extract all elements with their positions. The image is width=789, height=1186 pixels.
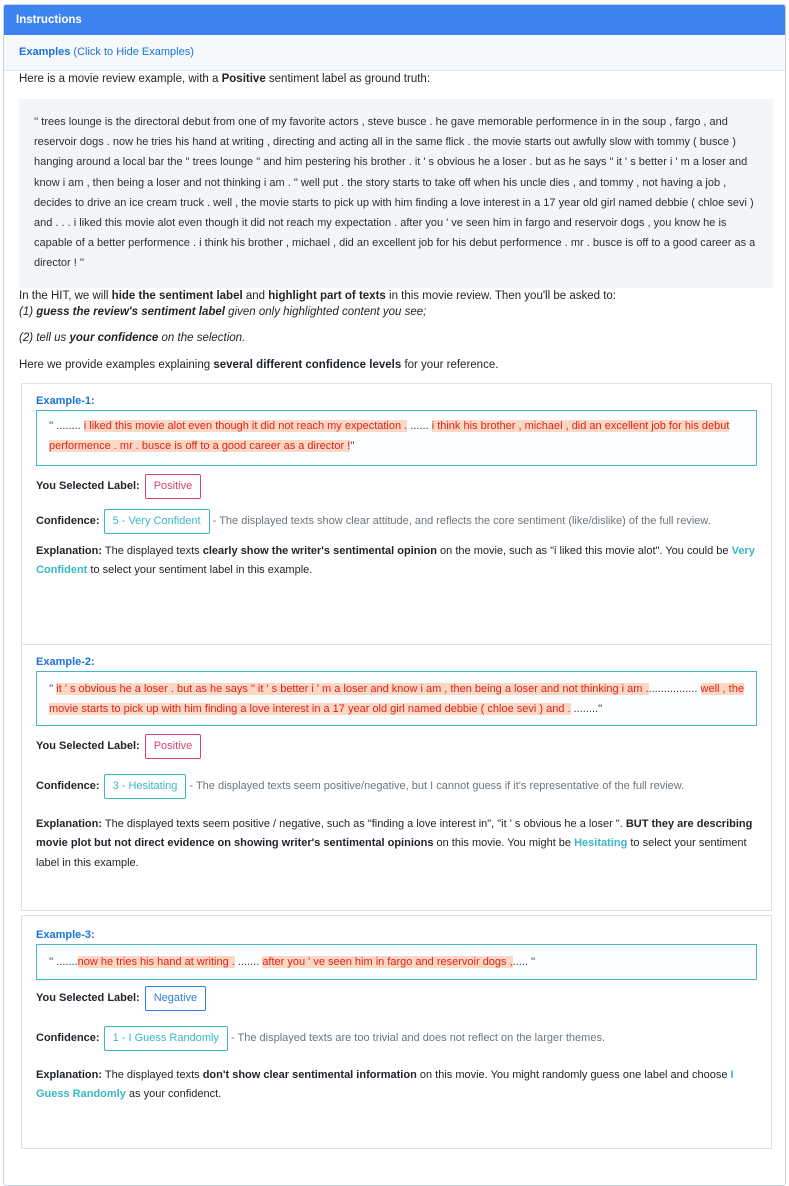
example-title: Example-3: (36, 928, 95, 941)
panel-header: Instructions (4, 5, 785, 35)
intro-text: Here is a movie review example, with a Positive sentiment label as ground truth: (19, 73, 431, 85)
selected-label-caption: You Selected Label: (36, 740, 140, 753)
highlighted-quote-box: '' .......now he tries his hand at writing . ....... after you ' ve seen him in fargo and reservoir dogs ,..... '' (36, 944, 757, 980)
highlighted-text: i liked this movie alot even though it did not reach my expectation . (83, 419, 408, 432)
examples-label: Examples (19, 46, 71, 58)
confidence-row (36, 508, 757, 535)
highlighted-text: i think his brother , michael , did an excellent job for his debut performence . mr . busce is off to a good career as a director ! (49, 419, 730, 452)
selected-label-caption: You Selected Label: (36, 992, 140, 1005)
example-card-3 (21, 915, 772, 1149)
step-2-text: (2) tell us your confidence on the selection. (19, 331, 246, 344)
review-text-box: '' trees lounge is the directoral debut from one of my favorite actors , steve busce . he gave memorable performence in in the soup , fargo , and reservoir dogs . now he tries his hand at writing , directing and acting all in the same flick . the movie starts out awfully slow with tommy ( busce ) hanging around a local bar the " trees lounge " and him pestering his brother . it ' s obvious he a loser . but as he says " it ' s better i ' m a loser and know i am , then being a loser and not thinking i am . " well put . the story starts to take off when his uncle dies , and tommy , not having a job , decides to drive an ice cream truck . well , the movie starts to pick up with him finding a love interest in a 17 year old girl named debbie ( chloe sevi ) and . . . i liked this movie alot even though it did not reach my expectation . after you ' ve seen him in fargo and reservoir dogs , you know he is capable of a better performence . i think his brother , michael , did an excellent job for his debut performence . mr . busce is off to a good career as a director ! '' (19, 99, 773, 288)
selected-label-caption: You Selected Label: (36, 480, 140, 493)
highlighted-text: now he tries his hand at writing . (77, 955, 235, 968)
example-card-1 (21, 383, 772, 645)
hit-description: In the HIT, we will hide the sentiment label and highlight part of texts in this movie review. Then you'll be asked to: (19, 289, 616, 302)
positive-label-badge: Positive (145, 474, 202, 499)
example-card-2 (21, 645, 772, 911)
example-title: Example-1: (36, 394, 95, 407)
highlighted-text: it ' s obvious he a loser . but as he says " it ' s better i ' m a loser and know i am , then being a loser and not thinking i am . (56, 682, 649, 695)
confidence-row (36, 1025, 757, 1052)
confidence-description: - The displayed texts show clear attitude, and reflects the core sentiment (like/dislike) of the full review. (209, 514, 711, 527)
hide-examples-text: (Click to Hide Examples) (70, 46, 194, 58)
levels-text: Here we provide examples explaining several different confidence levels for your reference. (19, 358, 499, 371)
confidence-badge: 1 - I Guess Randomly (104, 1026, 228, 1051)
instructions-panel (3, 4, 786, 1186)
highlighted-text: well , the movie starts to pick up with him finding a love interest in a 17 year old girl named debbie ( chloe sevi ) and . (49, 682, 744, 715)
confidence-badge: 5 - Very Confident (104, 509, 210, 534)
step-1-text: (1) guess the review's sentiment label given only highlighted content you see; (19, 305, 427, 318)
confidence-caption: Confidence: (36, 1031, 100, 1044)
confidence-caption: Confidence: (36, 514, 100, 527)
selected-label-row (36, 986, 757, 1011)
toggle-examples-link[interactable] (4, 35, 785, 71)
selected-label-row (36, 734, 757, 759)
example-title: Example-2: (36, 655, 95, 668)
explanation-text: Explanation: The displayed texts don't show clear sentimental information on this movie. You might randomly guess one label and choose I Guess Randomly as your confidenct. (36, 1068, 734, 1101)
confidence-description: - The displayed texts seem positive/negative, but I cannot guess if it's representative of the full review. (186, 779, 685, 792)
explanation-text: Explanation: The displayed texts clearly show the writer's sentimental opinion on the movie, such as "i liked this movie alot". You could be Very Confident to select your sentiment label in this example. (36, 544, 755, 577)
confidence-badge: 3 - Hesitating (104, 774, 187, 799)
highlighted-quote-box: '' ........ i liked this movie alot even though it did not reach my expectation . ...... i think his brother , michael , did an excellent job for his debut performence . mr . busce is off to a good career as a director !'' (36, 410, 757, 466)
highlighted-quote-box: '' it ' s obvious he a loser . but as he says " it ' s better i ' m a loser and know i am , then being a loser and not thinking i am ................. well , the movie starts to pick up with him finding a love interest in a 17 year old girl named debbie ( chloe sevi ) and . ........'' (36, 671, 757, 726)
highlighted-text: after you ' ve seen him in fargo and reservoir dogs , (262, 955, 513, 968)
negative-label-badge: Negative (145, 986, 206, 1011)
selected-label-row (36, 474, 757, 499)
explanation-text: Explanation: The displayed texts seem positive / negative, such as "finding a love interest in", "it ' s obvious he a loser ". BUT they are describing movie plot but not direct evidence on showing writer's sentimental opinions on this movie. You might be Hesitating to select your sentiment label in this example. (36, 817, 753, 869)
confidence-row (36, 773, 757, 800)
positive-label-badge: Positive (145, 734, 202, 759)
confidence-caption: Confidence: (36, 779, 100, 792)
confidence-description: - The displayed texts are too trivial and does not reflect on the larger themes. (227, 1031, 605, 1044)
